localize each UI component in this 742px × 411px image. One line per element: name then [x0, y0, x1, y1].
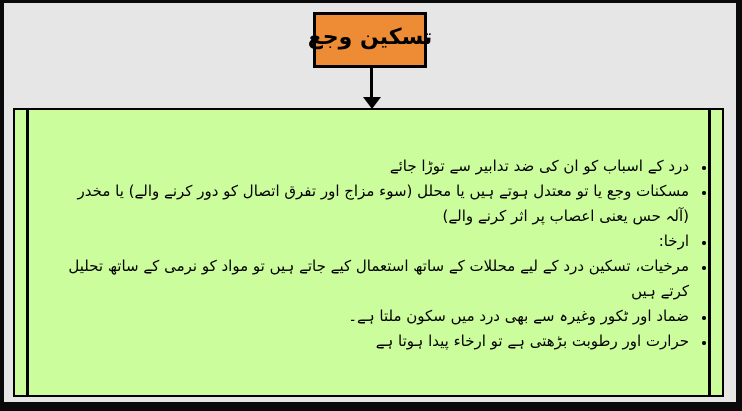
bullet-item: • ضماد اور ٹکور وغیرہ سے بھی درد میں سکون ملتا ہے۔	[55, 304, 692, 329]
title-label: تسکین وجع	[307, 25, 433, 50]
bullet-item: • درد کے اسباب کو ان کی ضد تدابیر سے توڑا جائے	[55, 154, 692, 179]
content-box	[13, 108, 724, 397]
bullet-item: • مسکنات وجع یا تو معتدل ہوتے ہیں یا محلل (سوء مزاج اور تفرق اتصال کو دور کرنے والے) یا مخدر (آلہ حس یعنی اعصاب پر اثر کرنے والے)	[55, 179, 692, 229]
arrow-stem	[370, 65, 373, 99]
bullet-item: • مرخیات، تسکین درد کے لیے محللات کے ساتھ استعمال کیے جاتے ہیں تو مواد کو نرمی کے ساتھ تحلیل کرتے ہیں	[55, 254, 692, 304]
title-box	[307, 12, 433, 68]
bullet-item: • ارخا:	[55, 229, 692, 254]
bullet-item: • حرارت اور رطوبت بڑھتی ہے تو ارخاء پیدا ہوتا ہے	[55, 329, 692, 354]
inner-rule-left	[26, 110, 29, 395]
bullet-list	[15, 110, 722, 354]
inner-rule-right	[708, 110, 711, 395]
